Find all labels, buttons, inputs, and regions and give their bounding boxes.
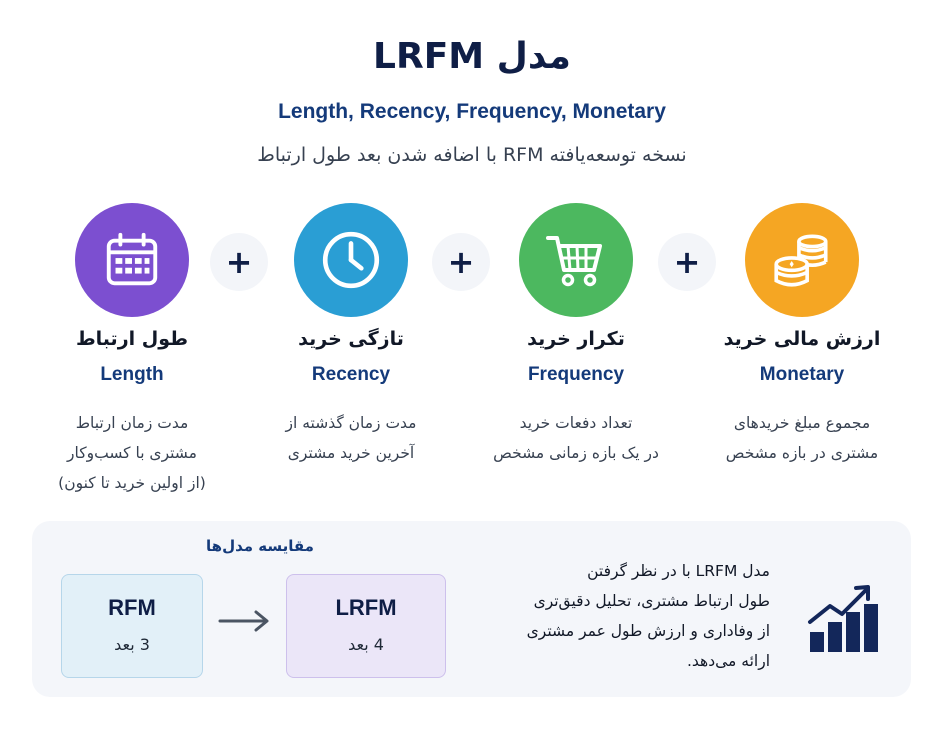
calendar-icon (101, 229, 163, 291)
comparison-description (490, 556, 770, 676)
description-line: آخرین خرید مشتری (287, 444, 415, 462)
recency-circle (294, 203, 408, 317)
plus-sign: + (432, 233, 490, 291)
dimension-recency (241, 328, 461, 468)
dimension-monetary (692, 328, 912, 468)
plus-sign: + (658, 233, 716, 291)
description-line: ارائه می‌دهد. (686, 652, 770, 670)
growth-chart-icon (806, 582, 880, 654)
description-line: مشتری با کسب‌وکار (67, 444, 197, 462)
clock-icon (318, 227, 384, 293)
dimension-description (241, 408, 461, 468)
rfm-name: RFM (108, 595, 156, 620)
dimension-title-en: Recency (311, 364, 391, 385)
description-line: مدل LRFM با در نظر گرفتن (587, 562, 770, 580)
arrow-right-icon (216, 606, 272, 636)
lrfm-name: LRFM (335, 595, 397, 620)
dimension-frequency (466, 328, 686, 468)
description-line: مشتری در بازه مشخص (725, 444, 879, 462)
lrfm-box (286, 574, 446, 678)
description-line: مدت زمان گذشته از (285, 414, 417, 432)
description-line: در یک بازه زمانی مشخص (493, 444, 659, 462)
dimension-title-en: Frequency (527, 364, 625, 385)
frequency-circle (519, 203, 633, 317)
rfm-dimensions: 3 بعد (114, 635, 150, 654)
dimension-title-fa: تازگی خرید (298, 328, 404, 350)
page-subtitle: Length, Recency, Frequency, Monetary (278, 100, 666, 123)
description-line: از وفاداری و ارزش طول عمر مشتری (526, 622, 770, 640)
dimension-title-fa: تکرار خرید (527, 328, 625, 350)
shopping-cart-icon (544, 228, 608, 292)
dimension-description (22, 408, 242, 498)
comparison-title: مقایسه مدل‌ها (206, 537, 314, 555)
coins-icon (769, 227, 835, 293)
description-line: مدت زمان ارتباط (75, 414, 189, 432)
dimension-title-en: Monetary (759, 364, 845, 385)
description-line: (از اولین خرید تا کنون) (58, 474, 206, 492)
dimension-title-en: Length (100, 364, 164, 385)
description-line: تعداد دفعات خرید (519, 414, 633, 432)
dimension-title-fa: طول ارتباط (75, 328, 189, 350)
dimension-length (22, 328, 242, 498)
dimension-description (692, 408, 912, 468)
page-title: مدل LRFM (373, 36, 571, 77)
lrfm-dimensions: 4 بعد (348, 635, 384, 654)
plus-sign: + (210, 233, 268, 291)
description-line: طول ارتباط مشتری، تحلیل دقیق‌تری (533, 592, 770, 610)
length-circle (75, 203, 189, 317)
dimension-title-fa: ارزش مالی خرید (723, 328, 881, 350)
rfm-box (61, 574, 203, 678)
dimension-description (466, 408, 686, 468)
monetary-circle (745, 203, 859, 317)
description-line: مجموع مبلغ خریدهای (733, 414, 871, 432)
page-tagline: نسخه توسعه‌یافته RFM با اضافه شدن بعد طول ارتباط (257, 144, 687, 166)
